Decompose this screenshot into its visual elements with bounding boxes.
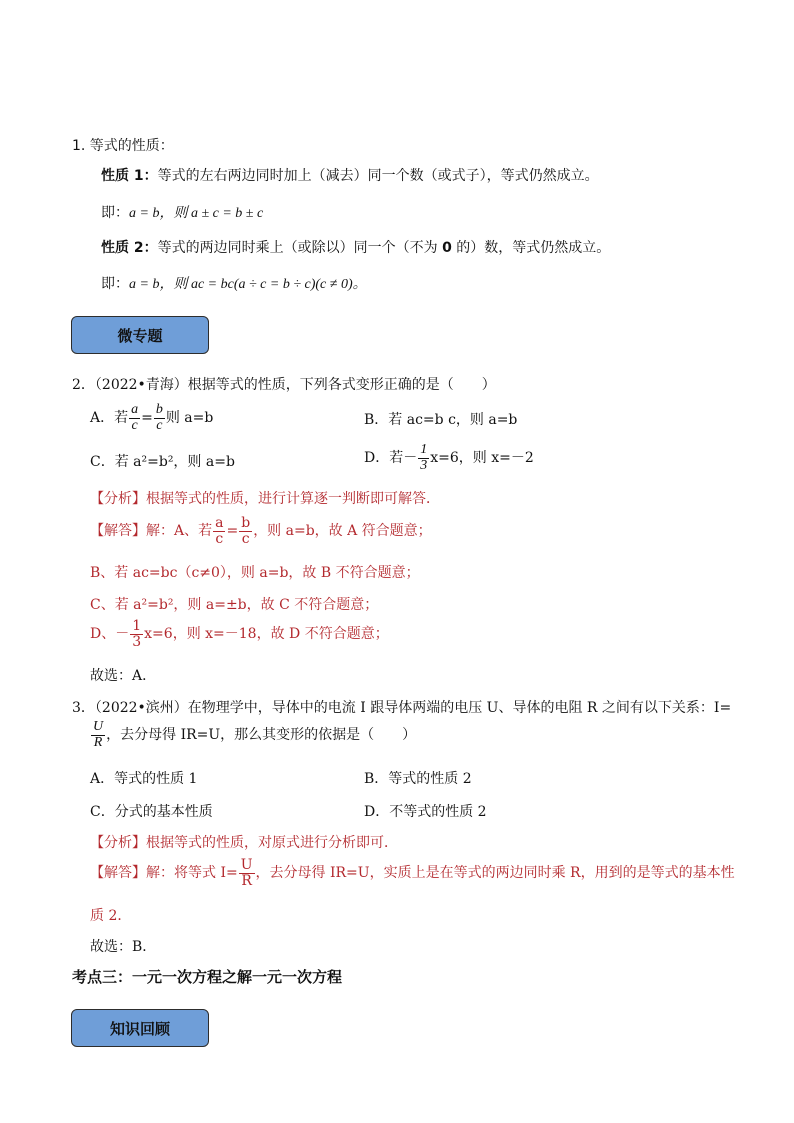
q2-option-a-eq: = [141,410,153,427]
property-1-text: 等式的左右两边同时加上（减去）同一个数（或式子），等式仍然成立。 [157,168,599,184]
q3-option-c: C．分式的基本性质 [90,804,213,820]
property-2 [101,237,610,257]
topic-badge-review [71,1009,209,1047]
q2-answer-d-frac-den: 3 [132,633,142,650]
property-2-example-prefix: 即： [101,276,129,292]
section-title: 1. 等式的性质： [72,138,174,154]
q2-answer-a-frac2 [239,516,252,546]
q2-stem: 2．（2022•青海）根据等式的性质，下列各式变形正确的是（ ） [72,377,496,393]
q2-answer-a-frac1-den: c [215,530,224,547]
property-1-example [101,202,263,222]
q3-answer-prefix: 解：将等式 I= [146,865,238,882]
q2-option-a [90,403,213,433]
property-2-label: 性质 2： [101,240,158,256]
q3-stem-frac-num: U [93,719,104,734]
q3-answer-frac-num: U [240,857,253,873]
q2-answer-a-frac2-num: b [241,515,251,531]
property-2-zero: 0 [442,240,452,256]
q2-answer-d [90,619,389,649]
q2-option-a-frac1-num: a [131,402,139,417]
property-1-example-formula: a = b，则 a ± c = b ± c [129,206,264,221]
q3-answer-suffix: ，去分母得 IR=U，实质上是在等式的两边同时乘 R，用到的是等式的基本性 [255,865,735,882]
q2-analysis [90,488,440,508]
q2-option-d-prefix: D．若－ [364,450,418,467]
q3-option-b: B．等式的性质 2 [364,771,472,787]
q2-analysis-tag: 【分析】 [90,491,146,507]
q2-option-d-frac [418,443,429,473]
q2-option-a-frac1 [129,403,140,433]
q3-option-d: D．不等式的性质 2 [364,804,487,820]
q2-answer-tag: 【解答】 [90,523,146,540]
q3-answer-frac [239,858,255,888]
q3-stem-frac [91,720,105,750]
q3-answer [90,858,735,888]
q2-option-a-prefix: A．若 [90,410,129,427]
q2-option-a-frac2-den: c [156,417,163,433]
q2-answer-a-prefix: 解：A、若 [146,523,213,540]
q2-option-b: B．若 ac=b c，则 a=b [364,412,518,428]
q3-option-a: A．等式的性质 1 [90,771,198,787]
q2-analysis-text: 根据等式的性质，进行计算逐一判断即可解答． [146,491,440,507]
q3-stem-line2 [90,720,416,750]
q2-option-d-frac-den: 3 [420,457,428,473]
q2-answer-a-eq: = [226,523,239,540]
q3-analysis-tag: 【分析】 [90,835,146,851]
property-1 [101,165,599,185]
q3-stem-line1: 3．（2022•滨州）在物理学中，导体中的电流 I 跟导体两端的电压 U、导体的电阻 R 之间有以下关系：I= [72,700,732,716]
q3-answer-frac-den: R [241,872,252,889]
q2-option-a-suffix: 则 a=b [165,410,214,427]
q3-choice: 故选：B． [90,939,157,955]
q3-stem-frac-den: R [93,734,103,750]
topic-badge-micro [71,316,209,354]
property-2-example-formula: a = b，则 ac = bc(a ÷ c = b ÷ c)(c ≠ 0)。 [129,277,367,292]
q2-option-d-suffix: x=6，则 x=－2 [430,450,534,467]
q2-answer-a-suffix: ，则 a=b，故 A 符合题意； [253,523,432,540]
q2-answer-a-frac1-num: a [215,515,224,531]
q2-option-d [364,443,534,473]
q2-option-a-frac2 [154,403,165,433]
q3-answer-line2: 质 2． [90,908,132,924]
q2-answer-c: C、若 a²=b²，则 a=±b，故 C 不符合题意； [90,597,379,613]
q3-answer-tag: 【解答】 [90,865,146,882]
q2-option-a-frac2-num: b [155,402,163,417]
q2-answer-a-frac1 [213,516,225,546]
section-heading-3: 考点三：一元一次方程之解一元一次方程 [72,968,343,986]
q2-answer-a [90,516,432,546]
topic-badge-micro-label: 微专题 [117,326,163,345]
q2-answer-d-frac-num: 1 [132,618,142,634]
q2-answer-a-frac2-den: c [241,530,250,547]
property-2-text-b: 的）数，等式仍然成立。 [451,240,611,256]
q2-answer-b: B、若 ac=bc（c≠0），则 a=b，故 B 不符合题意； [90,565,420,581]
property-1-label: 性质 1： [101,168,158,184]
property-2-example [101,273,367,293]
q2-choice: 故选：A． [90,668,157,684]
q2-answer-d-suffix: x=6，则 x=－18，故 D 不符合题意； [144,626,389,643]
q2-option-d-frac-num: 1 [420,442,428,457]
q3-analysis-text: 根据等式的性质，对原式进行分析即可． [146,835,398,851]
q2-option-c: C．若 a²=b²，则 a=b [90,454,235,470]
q2-answer-d-prefix: D、－ [90,626,130,643]
property-2-text-a: 等式的两边同时乘上（或除以）同一个（不为 [157,240,443,256]
q3-analysis [90,832,398,852]
q2-answer-d-frac [130,619,143,649]
topic-badge-review-label: 知识回顾 [109,1019,170,1038]
q3-stem-line2-text: ，去分母得 IR=U，那么其变形的依据是（ ） [106,727,417,744]
property-1-example-prefix: 即： [101,205,129,221]
q2-option-a-frac1-den: c [131,417,138,433]
